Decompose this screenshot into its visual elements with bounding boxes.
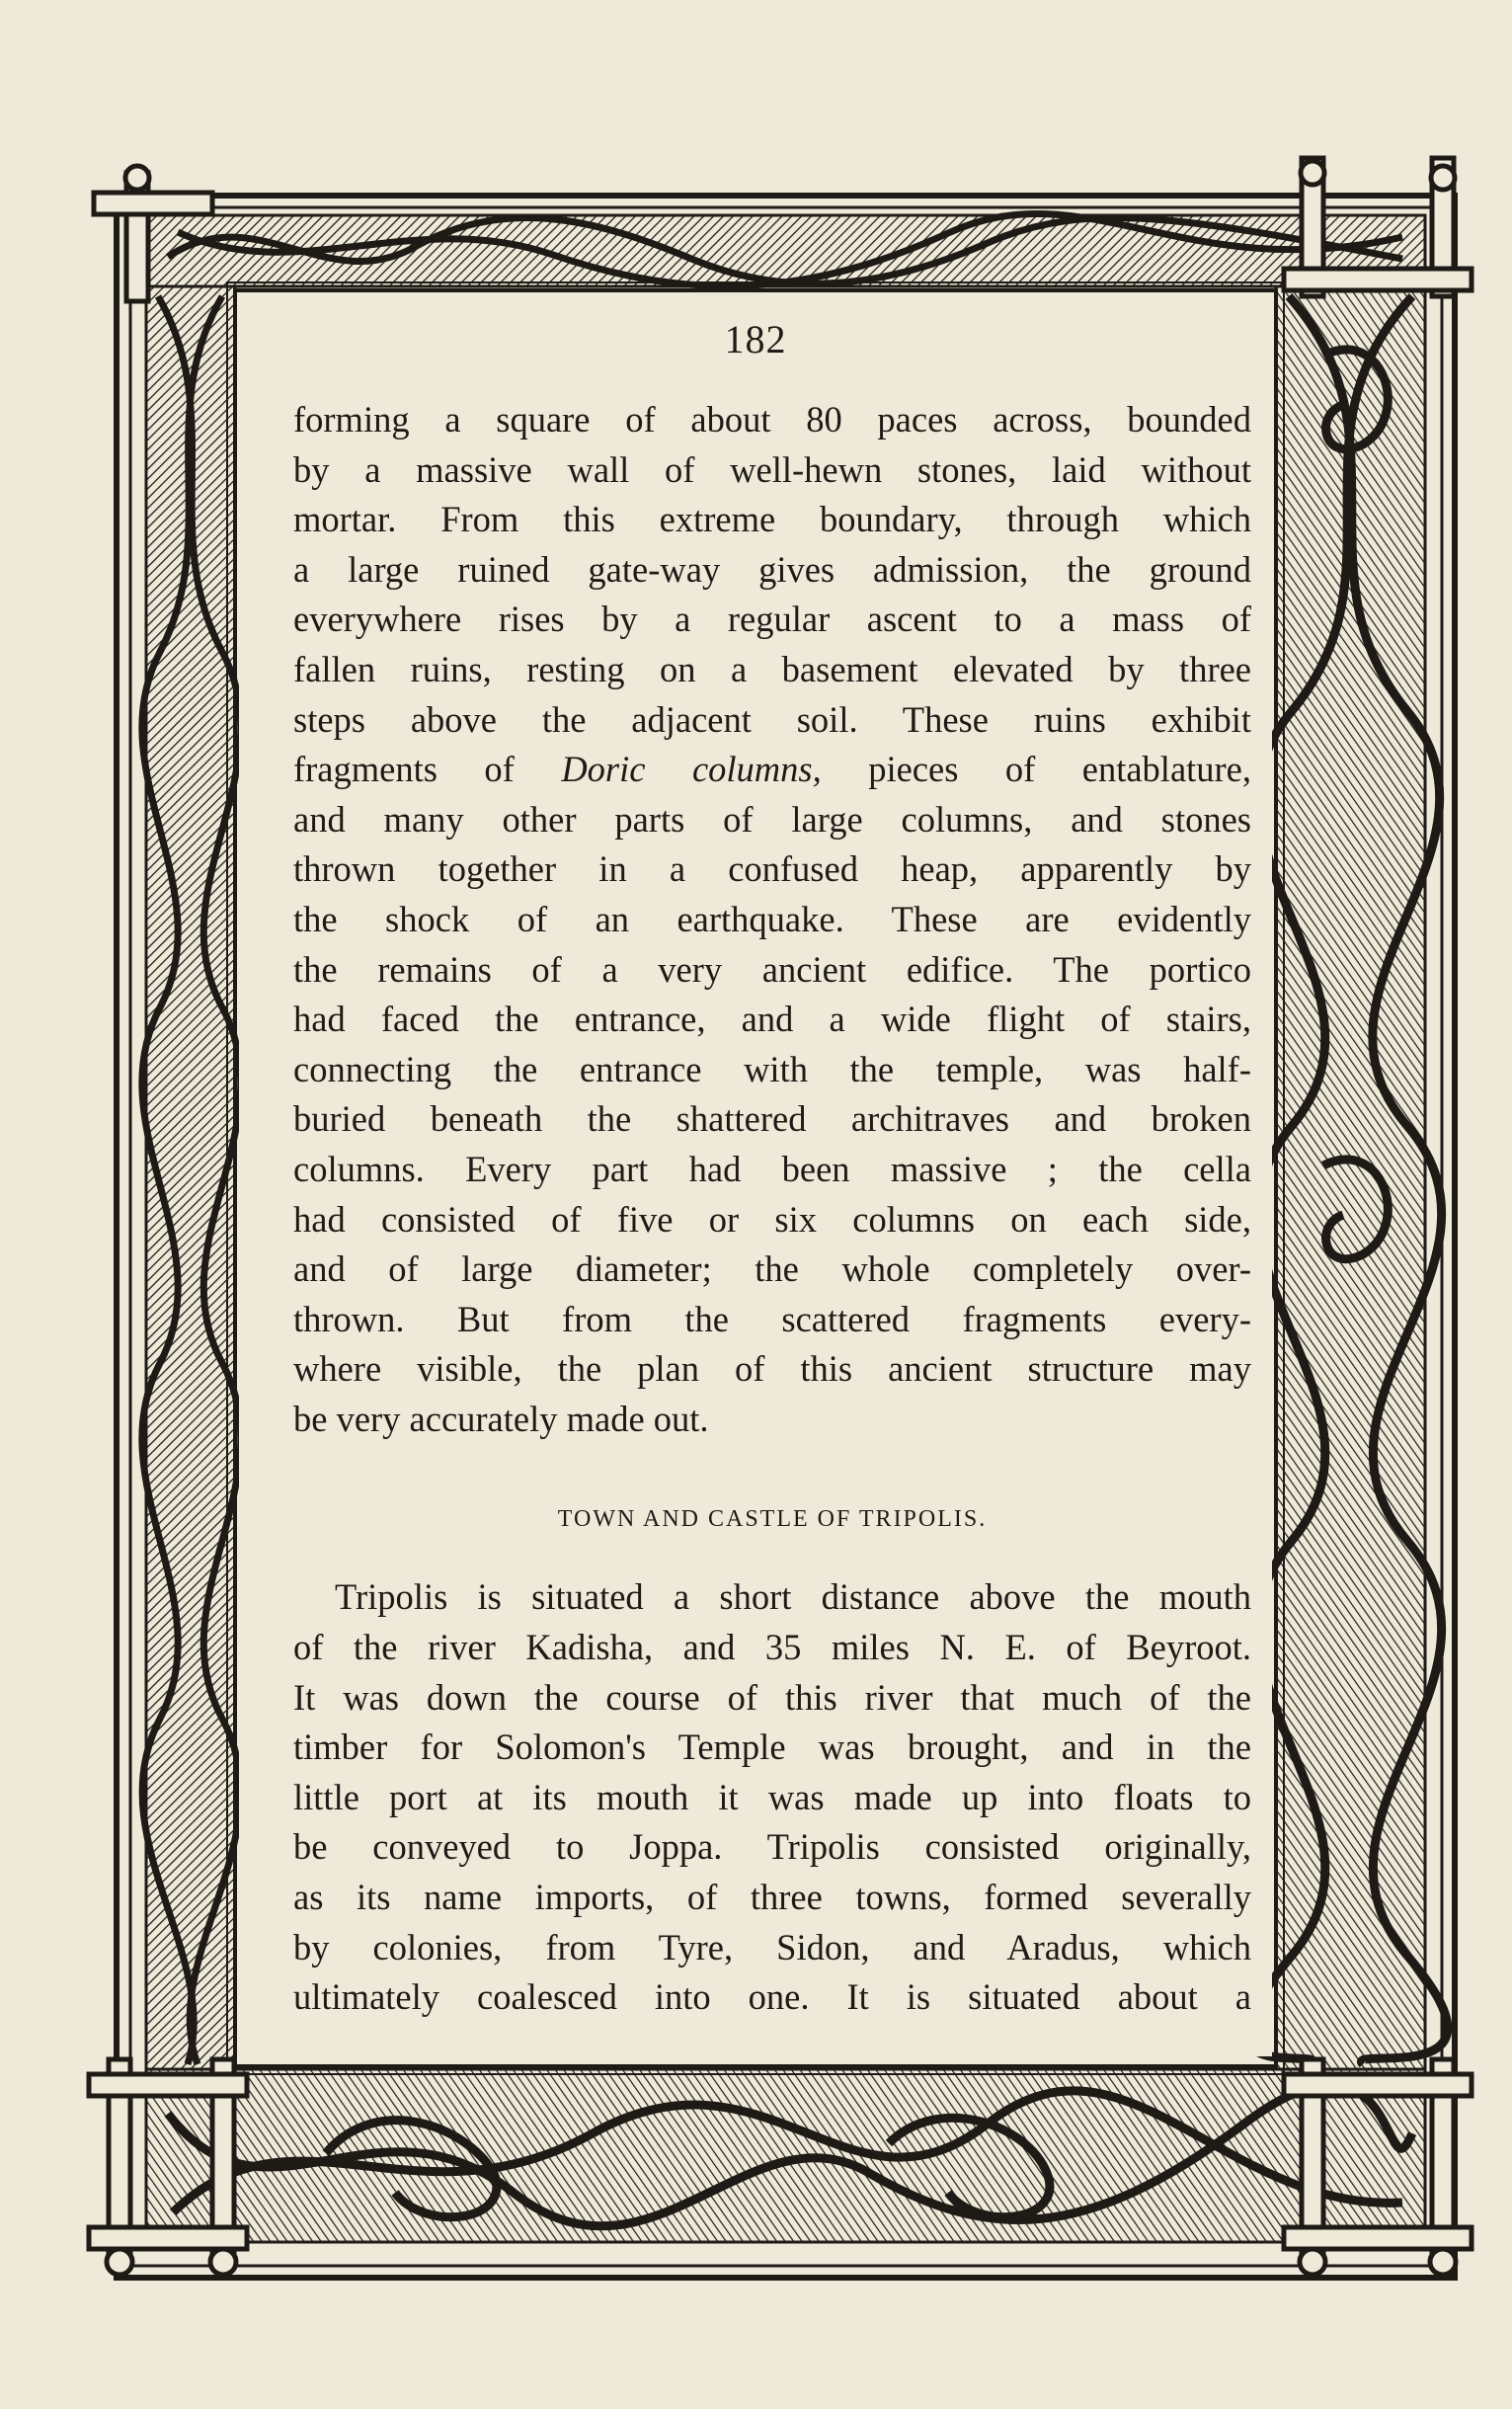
text-line: a large ruined gate-way gives admission, the ground <box>293 548 1251 590</box>
text-line: fallen ruins, resting on a basement elevated by three <box>293 648 1251 689</box>
text-line: where visible, the plan of this ancient structure may <box>293 1348 1251 1390</box>
text-line: as its name imports, of three towns, formed severally <box>293 1877 1251 1918</box>
text-line: and of large diameter; the whole completely over- <box>293 1248 1251 1290</box>
text-line: be conveyed to Joppa. Tripolis consisted originally, <box>293 1826 1251 1868</box>
text-panel <box>239 296 1272 2056</box>
text-line: It was down the course of this river that much of the <box>293 1676 1251 1718</box>
text-line: had faced the entrance, and a wide flight of stairs, <box>293 999 1251 1040</box>
text-line: thrown. But from the scattered fragments every- <box>293 1298 1251 1339</box>
body-text <box>293 395 1251 2023</box>
text-line: the shock of an earthquake. These are evidently <box>293 898 1251 939</box>
text-line: mortar. From this extreme boundary, through which <box>293 499 1251 540</box>
text-line: by colonies, from Tyre, Sidon, and Aradus, which <box>293 1926 1251 1967</box>
text-span: fragments of <box>293 749 562 790</box>
text-line: forming a square of about 80 paces across, bounded <box>293 399 1251 440</box>
page-number: 182 <box>724 317 787 361</box>
text-line <box>293 745 1251 795</box>
text-line: little port at its mouth it was made up into floats to <box>293 1776 1251 1817</box>
text-line: timber for Solomon's Temple was brought, and in the <box>293 1726 1251 1768</box>
text-line: buried beneath the shattered architraves and broken <box>293 1098 1251 1140</box>
text-line: steps above the adjacent soil. These ruins exhibit <box>293 698 1251 740</box>
text-line: columns. Every part had been massive ; the cella <box>293 1148 1251 1189</box>
text-line: of the river Kadisha, and 35 miles N. E. of Beyroot. <box>293 1627 1251 1668</box>
text-line: be very accurately made out. <box>293 1398 709 1439</box>
text-line: by a massive wall of well-hewn stones, laid without <box>293 448 1251 490</box>
text-line: and many other parts of large columns, and stones <box>293 798 1251 840</box>
section-heading: TOWN AND CASTLE OF TRIPOLIS. <box>557 1506 988 1533</box>
text-line: connecting the entrance with the temple, was half- <box>293 1048 1251 1089</box>
text-line: ultimately coalesced into one. It is situated about a <box>293 1976 1251 2018</box>
text-line: Tripolis is situated a short distance above the mouth <box>335 1576 1251 1618</box>
text-span: pieces of entablature, <box>821 749 1251 790</box>
text-line: everywhere rises by a regular ascent to a mass of <box>293 599 1251 640</box>
italic-phrase: Doric columns, <box>561 749 822 790</box>
text-line: thrown together in a confused heap, apparently by <box>293 848 1251 890</box>
text-line: had consisted of five or six columns on each side, <box>293 1198 1251 1240</box>
text-line: the remains of a very ancient edifice. The portico <box>293 948 1251 990</box>
